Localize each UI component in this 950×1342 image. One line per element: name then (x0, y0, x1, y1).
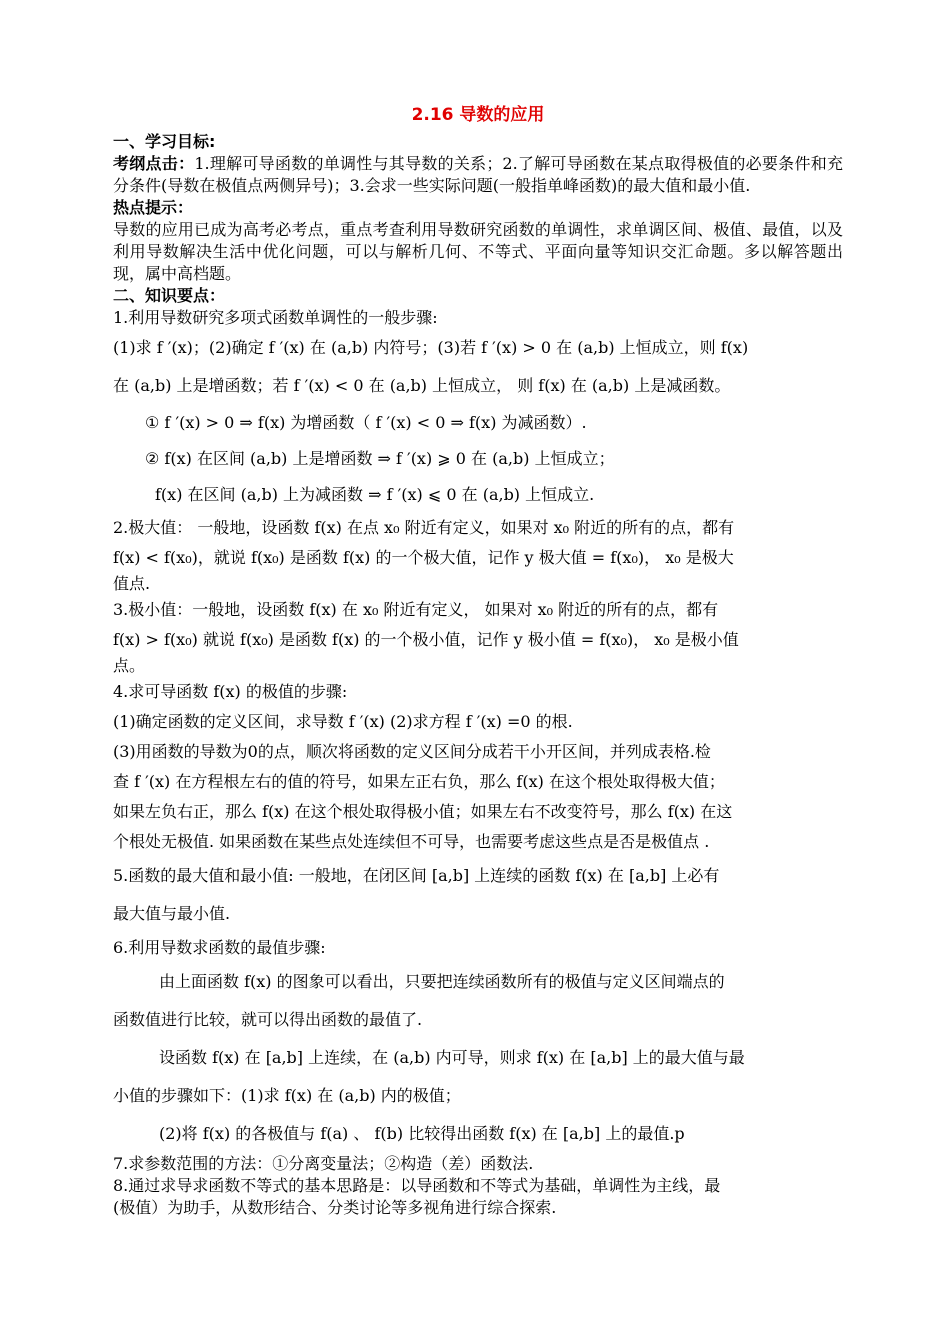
k1-line5: f(x) 在区间 (a,b) 上为减函数 ⇒ f ′(x) ⩽ 0 在 (a,b) 上恒成立. (155, 485, 595, 504)
k4-line2: (3)用函数的导数为0的点，顺次将函数的定义区间分成若干小开区间，并列成表格.检 (113, 742, 711, 761)
k8-line1: 8.通过求导求函数不等式的基本思路是：以导函数和不等式为基础，单调性为主线，最 (113, 1176, 721, 1195)
k2-line2: f(x) < f(x₀)，就说 f(x₀) 是函数 f(x) 的一个极大值，记作 y 极大值 = f(x₀)， x₀ 是极大 (113, 548, 734, 567)
hot-label: 热点提示： (113, 198, 194, 217)
k2-line3: 值点. (113, 574, 151, 593)
k6-line4: 小值的步骤如下：(1)求 f(x) 在 (a,b) 内的极值； (113, 1086, 461, 1105)
knowledge-heading: 二、知识要点： (113, 286, 226, 305)
k2-line1: 2.极大值： 一般地，设函数 f(x) 在点 x₀ 附近有定义，如果对 x₀ 附近的所有的点，都有 (113, 518, 735, 537)
k5-line1: 5.函数的最大值和最小值: 一般地，在闭区间 [a,b] 上连续的函数 f(x) 在 [a,b] 上必有 (113, 866, 720, 885)
k3-line1: 3.极小值：一般地，设函数 f(x) 在 x₀ 附近有定义， 如果对 x₀ 附近的所有的点，都有 (113, 600, 719, 619)
document-page (113, 100, 843, 1219)
outline-text: 1.理解可导函数的单调性与其导数的关系；2.了解可导函数在某点取得极值的必要条件和充分条件(导数在极值点两侧异号)；3.会求一些实际问题(一般指单峰函数)的最大值和最小值. (113, 154, 843, 195)
k4-title: 4.求可导函数 f(x) 的极值的步骤: (113, 682, 348, 701)
k3-line2: f(x) > f(x₀) 就说 f(x₀) 是函数 f(x) 的一个极小值，记作 y 极小值 = f(x₀)， x₀ 是极小值 (113, 630, 739, 649)
k4-line3: 查 f ′(x) 在方程根左右的值的符号，如果左正右负，那么 f(x) 在这个根处取得极大值； (113, 772, 725, 791)
k1-line4: ② f(x) 在区间 (a,b) 上是增函数 ⇒ f ′(x) ⩾ 0 在 (a,b) 上恒成立； (145, 449, 615, 468)
k8-line2: (极值）为助手，从数形结合、分类讨论等多视角进行综合探索. (113, 1198, 557, 1217)
k4-line5: 个根处无极值. 如果函数在某些点处连续但不可导，也需要考虑这些点是否是极值点 . (113, 832, 710, 851)
hot-text: 导数的应用已成为高考必考点，重点考查利用导数研究函数的单调性，求单调区间、极值、最值，以及利用导数解决生活中优化问题，可以与解析几何、不等式、平面向量等知识交汇命题。多以解答题出现，属中高档题。 (113, 220, 843, 283)
k1-line2: 在 (a,b) 上是增函数；若 f ′(x) < 0 在 (a,b) 上恒成立， 则 f(x) 在 (a,b) 上是减函数。 (113, 376, 731, 395)
k7-line: 7.求参数范围的方法：①分离变量法；②构造（差）函数法. (113, 1154, 534, 1173)
k6-line2: 函数值进行比较，就可以得出函数的最值了. (113, 1010, 423, 1029)
k3-line3: 点。 (113, 656, 146, 675)
outline-label: 考纲点击： (113, 154, 195, 173)
page-title: 2.16 导数的应用 (411, 105, 545, 125)
k1-title: 1.利用导数研究多项式函数单调性的一般步骤: (113, 308, 438, 327)
k6-line5: (2)将 f(x) 的各极值与 f(a) 、 f(b) 比较得出函数 f(x) 在 [a,b] 上的最值.p (159, 1124, 685, 1143)
k5-line2: 最大值与最小值. (113, 904, 231, 923)
goal-heading: 一、学习目标: (113, 132, 216, 151)
k6-line1: 由上面函数 f(x) 的图象可以看出，只要把连续函数所有的极值与定义区间端点的 (159, 972, 725, 991)
k4-line1: (1)确定函数的定义区间，求导数 f ′(x) (2)求方程 f ′(x) =0 的根. (113, 712, 573, 731)
k6-line3: 设函数 f(x) 在 [a,b] 上连续，在 (a,b) 内可导，则求 f(x) 在 [a,b] 上的最大值与最 (159, 1048, 745, 1067)
k4-line4: 如果左负右正，那么 f(x) 在这个根处取得极小值；如果左右不改变符号，那么 f(x) 在这 (113, 802, 733, 821)
k6-title: 6.利用导数求函数的最值步骤: (113, 938, 326, 957)
k1-line3: ① f ′(x) > 0 ⇒ f(x) 为增函数（ f ′(x) < 0 ⇒ f(x) 为减函数）. (145, 413, 587, 432)
outline-paragraph (113, 153, 843, 197)
k1-line1: (1)求 f ′(x)；(2)确定 f ′(x) 在 (a,b) 内符号；(3)若 f ′(x) > 0 在 (a,b) 上恒成立，则 f(x) (113, 338, 749, 357)
